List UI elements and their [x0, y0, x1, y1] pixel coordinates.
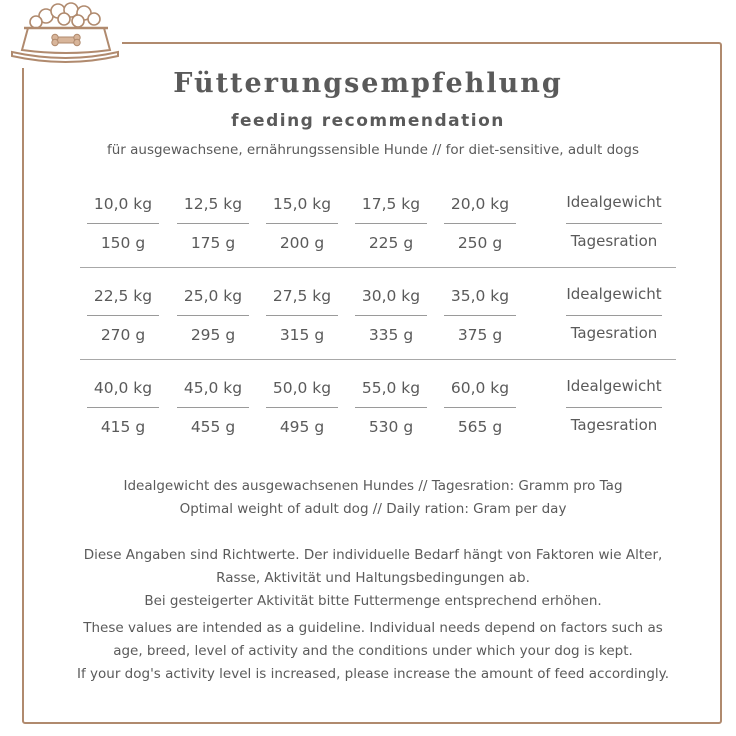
note-line: Bei gesteigerter Aktivität bitte Futtermenge entsprechend erhöhen.	[144, 593, 602, 609]
row-label-ration: Tagesration	[570, 416, 658, 434]
weight-cell: 17,5 kg	[361, 195, 421, 213]
ration-cell: 495 g	[279, 418, 325, 436]
note-line: These values are intended as a guideline. Individual needs depend on factors such as	[83, 620, 663, 636]
ration-cell: 225 g	[368, 234, 414, 252]
weight-cell: 12,5 kg	[183, 195, 243, 213]
ration-cell: 375 g	[457, 326, 503, 344]
legend-line-en: Optimal weight of adult dog // Daily ration: Gram per day	[179, 501, 567, 517]
cell-underline	[266, 223, 338, 224]
row-label-ration: Tagesration	[570, 324, 658, 342]
weight-cell: 50,0 kg	[272, 379, 332, 397]
ration-cell: 530 g	[368, 418, 414, 436]
ration-cell: 315 g	[279, 326, 325, 344]
note-line: Rasse, Aktivität und Haltungsbedingungen ab.	[216, 570, 530, 586]
cell-underline	[444, 315, 516, 316]
ration-cell: 175 g	[190, 234, 236, 252]
ration-cell: 270 g	[100, 326, 146, 344]
weight-cell: 40,0 kg	[93, 379, 153, 397]
row-label-weight: Idealgewicht	[566, 193, 662, 211]
weight-cell: 27,5 kg	[272, 287, 332, 305]
cell-underline	[177, 407, 249, 408]
weight-cell: 45,0 kg	[183, 379, 243, 397]
ration-cell: 295 g	[190, 326, 236, 344]
note-line: age, breed, level of activity and the conditions under which your dog is kept.	[113, 643, 633, 659]
cell-underline	[355, 407, 427, 408]
cell-underline	[444, 223, 516, 224]
ration-cell: 335 g	[368, 326, 414, 344]
weight-cell: 10,0 kg	[93, 195, 153, 213]
row-label-weight: Idealgewicht	[566, 285, 662, 303]
ration-cell: 565 g	[457, 418, 503, 436]
cell-underline	[444, 407, 516, 408]
cell-underline	[266, 315, 338, 316]
weight-cell: 22,5 kg	[93, 287, 153, 305]
cell-underline	[87, 223, 159, 224]
dog-bowl-icon	[6, 0, 122, 68]
weight-cell: 25,0 kg	[183, 287, 243, 305]
cell-underline	[355, 223, 427, 224]
weight-cell: 15,0 kg	[272, 195, 332, 213]
label-underline	[566, 407, 662, 408]
ration-cell: 150 g	[100, 234, 146, 252]
group-divider	[80, 267, 676, 268]
ration-cell: 455 g	[190, 418, 236, 436]
label-underline	[566, 223, 662, 224]
cell-underline	[355, 315, 427, 316]
weight-cell: 55,0 kg	[361, 379, 421, 397]
intro-text: für ausgewachsene, ernährungssensible Hunde // for diet-sensitive, adult dogs	[106, 142, 640, 158]
note-line: If your dog's activity level is increased, please increase the amount of feed accordingly.	[77, 666, 669, 682]
page-title: Fütterungsempfehlung	[173, 68, 563, 99]
cell-underline	[177, 223, 249, 224]
label-underline	[566, 315, 662, 316]
cell-underline	[87, 315, 159, 316]
ration-cell: 415 g	[100, 418, 146, 436]
weight-cell: 30,0 kg	[361, 287, 421, 305]
group-divider	[80, 359, 676, 360]
cell-underline	[87, 407, 159, 408]
weight-cell: 20,0 kg	[450, 195, 510, 213]
ration-cell: 250 g	[457, 234, 503, 252]
ration-cell: 200 g	[279, 234, 325, 252]
cell-underline	[177, 315, 249, 316]
row-label-ration: Tagesration	[570, 232, 658, 250]
note-line: Diese Angaben sind Richtwerte. Der individuelle Bedarf hängt von Faktoren wie Alter,	[83, 547, 663, 563]
cell-underline	[266, 407, 338, 408]
page-subtitle: feeding recommendation	[231, 111, 505, 131]
legend-line-de: Idealgewicht des ausgewachsenen Hundes // Tagesration: Gramm pro Tag	[123, 478, 623, 494]
row-label-weight: Idealgewicht	[566, 377, 662, 395]
weight-cell: 35,0 kg	[450, 287, 510, 305]
weight-cell: 60,0 kg	[450, 379, 510, 397]
